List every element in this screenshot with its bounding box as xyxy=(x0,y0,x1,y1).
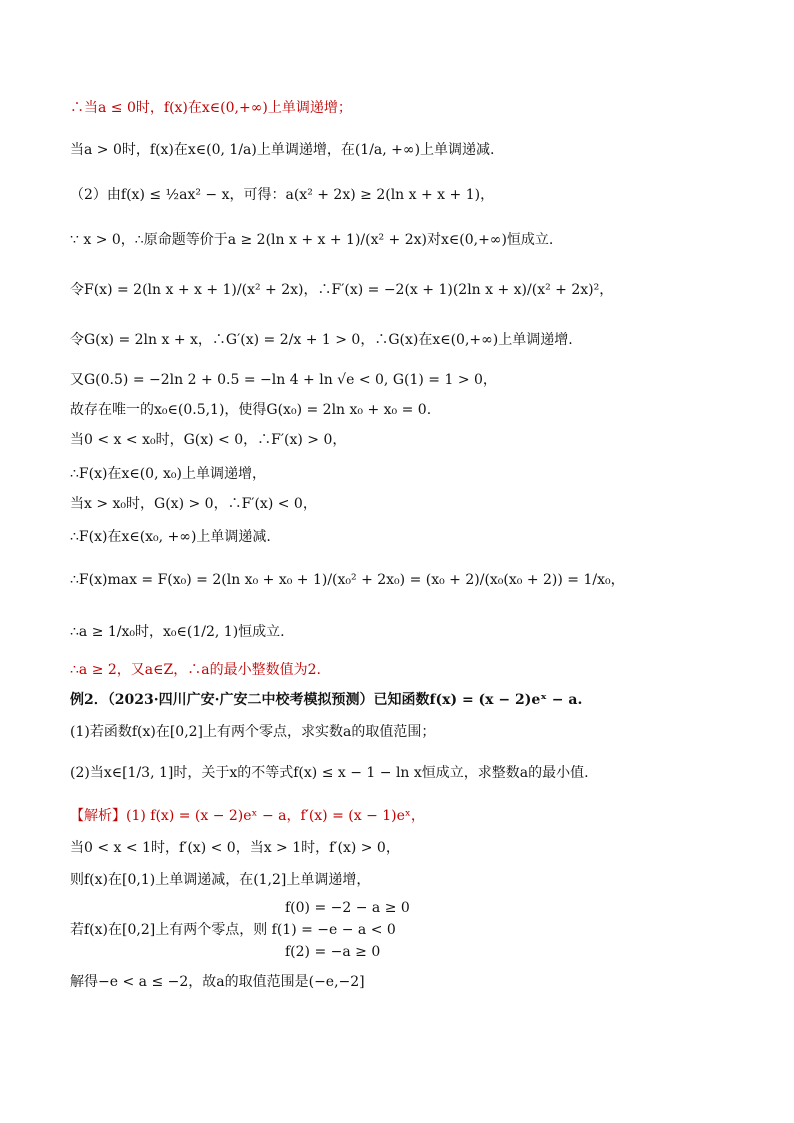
text-line: 则f(x)在[0,1)上单调递减，在(1,2]上单调递增， xyxy=(70,872,371,888)
text-line: (1)若函数f(x)在[0,2]上有两个零点，求实数a的取值范围； xyxy=(70,724,436,740)
text-line: ∴a ≥ 1/x₀时，x₀∈(1/2, 1)恒成立. xyxy=(70,624,285,640)
text-line: ∴当a ≤ 0时，f(x)在x∈(0,+∞)上单调递增； xyxy=(70,100,352,116)
solution-heading: 【解析】(1) f(x) = (x − 2)eˣ − a，f′(x) = (x − 1)eˣ， xyxy=(70,808,425,824)
text-line: 当a > 0时，f(x)在x∈(0, 1/a)上单调递增，在(1/a, +∞)上单调递减. xyxy=(70,142,495,158)
example-heading: 例2．（2023·四川广安·广安二中校考模拟预测）已知函数f(x) = (x − 2)eˣ − a. xyxy=(70,692,583,708)
text-line: 故存在唯一的x₀∈(0.5,1)，使得G(x₀) = 2ln x₀ + x₀ = 0. xyxy=(70,402,432,418)
text-line: ∴a ≥ 2，又a∈Z，∴a的最小整数值为2. xyxy=(70,662,321,678)
text-line: 又G(0.5) = −2ln 2 + 0.5 = −ln 4 + ln √e < 0, G(1) = 1 > 0， xyxy=(70,372,497,388)
system-line: f(0) = −2 − a ≥ 0 xyxy=(285,900,410,916)
text-line: ∴F(x)在x∈(x₀, +∞)上单调递减. xyxy=(70,529,271,545)
text-line: 令G(x) = 2ln x + x，∴G′(x) = 2/x + 1 > 0，∴G(x)在x∈(0,+∞)上单调递增. xyxy=(70,332,573,348)
text-line: (2)当x∈[1/3, 1]时，关于x的不等式f(x) ≤ x − 1 − ln x恒成立，求整数a的最小值. xyxy=(70,765,589,781)
text-line: 当0 < x < 1时，f′(x) < 0，当x > 1时，f′(x) > 0， xyxy=(70,840,400,856)
text-line: ∵ x > 0，∴原命题等价于a ≥ 2(ln x + x + 1)/(x² + 2x)对x∈(0,+∞)恒成立. xyxy=(70,232,554,248)
text-line: 若f(x)在[0,2]上有两个零点，则 f(1) = −e − a < 0 xyxy=(70,922,396,938)
text-line: 当x > x₀时，G(x) > 0，∴F′(x) < 0， xyxy=(70,496,317,512)
text-line: 当0 < x < x₀时，G(x) < 0，∴F′(x) > 0， xyxy=(70,432,347,448)
text-line: 解得−e < a ≤ −2，故a的取值范围是(−e,−2] xyxy=(70,974,365,990)
text-line: ∴F(x)在x∈(0, x₀)上单调递增， xyxy=(70,466,266,482)
text-line: ∴F(x)max = F(x₀) = 2(ln x₀ + x₀ + 1)/(x₀² + 2x₀) = (x₀ + 2)/(x₀(x₀ + 2)) = 1/x₀， xyxy=(70,572,625,588)
text-line: （2）由f(x) ≤ ½ax² − x，可得：a(x² + 2x) ≥ 2(ln x + x + 1)， xyxy=(70,187,495,203)
system-line: f(2) = −a ≥ 0 xyxy=(285,944,381,960)
text-line: 令F(x) = 2(ln x + x + 1)/(x² + 2x)，∴F′(x) = −2(x + 1)(2ln x + x)/(x² + 2x)²， xyxy=(70,282,614,298)
